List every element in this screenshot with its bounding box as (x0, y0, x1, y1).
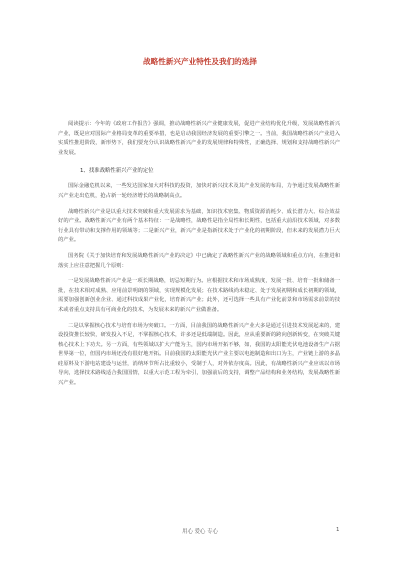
page-number: 1 (336, 527, 340, 533)
section-heading: 1、找准战略性新兴产业的定位 (80, 168, 154, 175)
paragraph-4: 一是发展战略性新兴产业是一项长期战略，切忌短期行为。应根据技术和市场成熟度，发展一批、培育一批和储备一批，在技术相对成熟、应用前景明朗的领域，实现规模化发展；在技术路线尚未稳定、处于发展初期和成长初期的领域，需要加强创新创业企业、通过科技成果产业化，培育新兴产业；此外，还可选择一些具有产业化前景和市场需求前景的技术或者重点支持具有可商业化的技术，为发展未来的新兴产业做准备。 (58, 278, 340, 313)
footer-motto: 用心 爱心 专心 (182, 529, 218, 535)
paragraph-2: 战略性新兴产业是以重大技术突破和重大发展需求为基础，知识技术密集、物质资源消耗少、成长潜力大、综合效益好的产业。战略性新兴产业有两个基本特征：一是战略性，战略性是指全局性和长期性，包括重大前沿技术领域，对多数行业具有带动和支撑作用的领域等；二是新兴产业，新兴产业是指新技术处于产业化的初期阶段，但未来的发展潜力巨大的产业。 (58, 208, 340, 244)
paragraph-5: 二是以掌握核心技术与培育市场为突破口。一方面，目前我国的战略性新兴产业大多是通过引进技术发展起来的，建设投资推长较快，研发投入不足，不掌握核心技术，许多还是低端制造。因此，应从重要新的跨向创新转变，在突破关键核心技术上下功夫。另一方面，有些领域以扩大产能为主，国内市场开拓不够，如，我国的太阳能光伏电池设备生产占据世界第一位，但国内市场还没有很好地开拓。目前我国的太阳能光伏产业主要以电池制造和出口为主，产业链上游的多晶硅原料及下游电站建设与运营，消纳环节所占比重较小，受制于人，对外依存度高。因此，有战略性新兴产业应该以市场导向，选择技术路线适合我国国情，以重大示范工程为牵引，加强前后的支持，调整产品结构和业务结构，发展战略性新兴产业。 (58, 322, 340, 387)
paragraph-3: 国务院《关于加快培育和发展战略性新兴产业的决定》中已确定了战略性新兴产业的战略领域和重点方向，在推进和落实上应注意把握几个原则： (58, 252, 340, 269)
page-title: 战略性新兴产业特性及我们的选择 (143, 57, 257, 66)
document-body (58, 120, 340, 389)
intro-paragraph: 阅读提示：今年的《政府工作报告》强调，推动战略性新兴产业健康发展，促进产业结构优化升级，发展战略性新兴产业，既是应对国际产业格局变革的重要举措，也是启动我国经济发展的重要引擎之一。当前，我国战略性新兴产业进入实质性推进阶段，新形势下，我们要充分认识战略性新兴产业的发展规律和特殊性，正确选择、规划和支持战略性新兴产业发展。 (58, 121, 340, 156)
paragraph-1: 国际金融危机以来，一些发达国家加大对科技的投资，加快对新兴技术及其产业发展的布局，力争通过发展战略性新兴产业走出危机，抢占新一轮经济增长的战略制高点。 (58, 183, 340, 199)
